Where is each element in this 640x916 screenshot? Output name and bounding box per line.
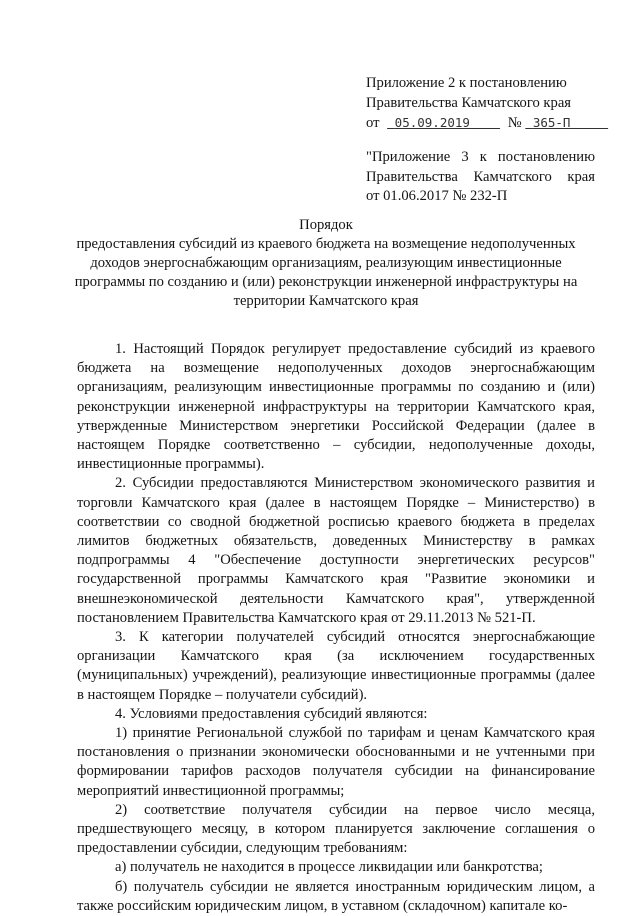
appendix-2-date-line xyxy=(366,113,608,134)
appendix-3-line2: Правительства Камчатского края xyxy=(366,168,595,185)
title-heading: Порядок xyxy=(299,217,353,233)
paragraph-4-1: 1) принятие Региональной службой по тарифам и ценам Камчатского края постановления о признании экономически обоснованными и не учтенными при формировании тарифов расходов получателя субсидии на финансирование мероприятий инвестиционной программы; xyxy=(77,725,595,799)
appendix-2-block xyxy=(366,74,608,134)
paragraph-3: 3. К категории получателей субсидий относятся энергоснабжающие организации Камчатского края (за исключением государственных (муниципальных) учреждений), реализующие инвестиционные программы (далее в настоящем Порядке – получатели субсидий). xyxy=(77,629,595,703)
paragraph-4-2-a: а) получатель не находится в процессе ликвидации или банкротства; xyxy=(115,859,543,876)
appendix-3-line1: "Приложение 3 к постановлению xyxy=(366,149,595,165)
paragraph-4-2: 2) соответствие получателя субсидии на первое число месяца, предшествующего месяцу, в котором планируется заключение соглашения о предоставлении субсидии, следующим требованиям: xyxy=(77,801,595,857)
document-title xyxy=(60,216,592,311)
appendix-2-line1: Приложение 2 к постановлению xyxy=(366,75,567,91)
document-number: 365-П xyxy=(532,115,571,130)
appendix-3-block xyxy=(366,148,595,207)
date-prefix: от xyxy=(366,115,380,131)
paragraph-4-2-b: б) получатель субсидии не является иностранным юридическим лицом, а также российским юридическим лицом, в уставном (складочном) капитале ко- xyxy=(77,878,595,914)
appendix-3-line3: от 01.06.2017 № 232-П xyxy=(366,188,508,204)
number-prefix: № xyxy=(507,115,522,131)
paragraph-4: 4. Условиями предоставления субсидий являются: xyxy=(115,705,428,722)
title-subtitle: предоставления субсидий из краевого бюджета на возмещение недополученных доходов энергоснабжающим организациям, реализующим инвестиционные программы по созданию и (или) реконструкции инженерной инфраструктуры на территории Камчатского края xyxy=(74,236,578,309)
paragraph-2: 2. Субсидии предоставляются Министерством экономического развития и торговли Камчатского края (далее в настоящем Порядке – Министерство) в соответствии со сводной бюджетной росписью краевого бюджета в пределах лимитов бюджетных обязательств, доведенных Министерству в рамках подпрограммы 4 "Обеспечение доступности энергетических ресурсов" государственной программы Камчатского края "Развитие экономики и внешнеэкономической деятельности Камчатского края", утвержденной постановлением Правительства Камчатского края от 29.11.2013 № 521-П. xyxy=(77,475,595,626)
document-date: 05.09.2019 xyxy=(394,115,470,130)
paragraph-1: 1. Настоящий Порядок регулирует предоставление субсидий из краевого бюджета на возмещение недополученных доходов энергоснабжающим организациям, реализующим инвестиционные программы по созданию и (или) реконструкции инженерной инфраструктуры на территории Камчатского края, утвержденные Министерством энергетики Российской Федерации (далее в настоящем Порядке соответственно – субсидии, недополученные доходы, инвестиционные программы). xyxy=(77,341,595,473)
appendix-2-line2: Правительства Камчатского края xyxy=(366,94,572,111)
document-body xyxy=(77,340,595,916)
